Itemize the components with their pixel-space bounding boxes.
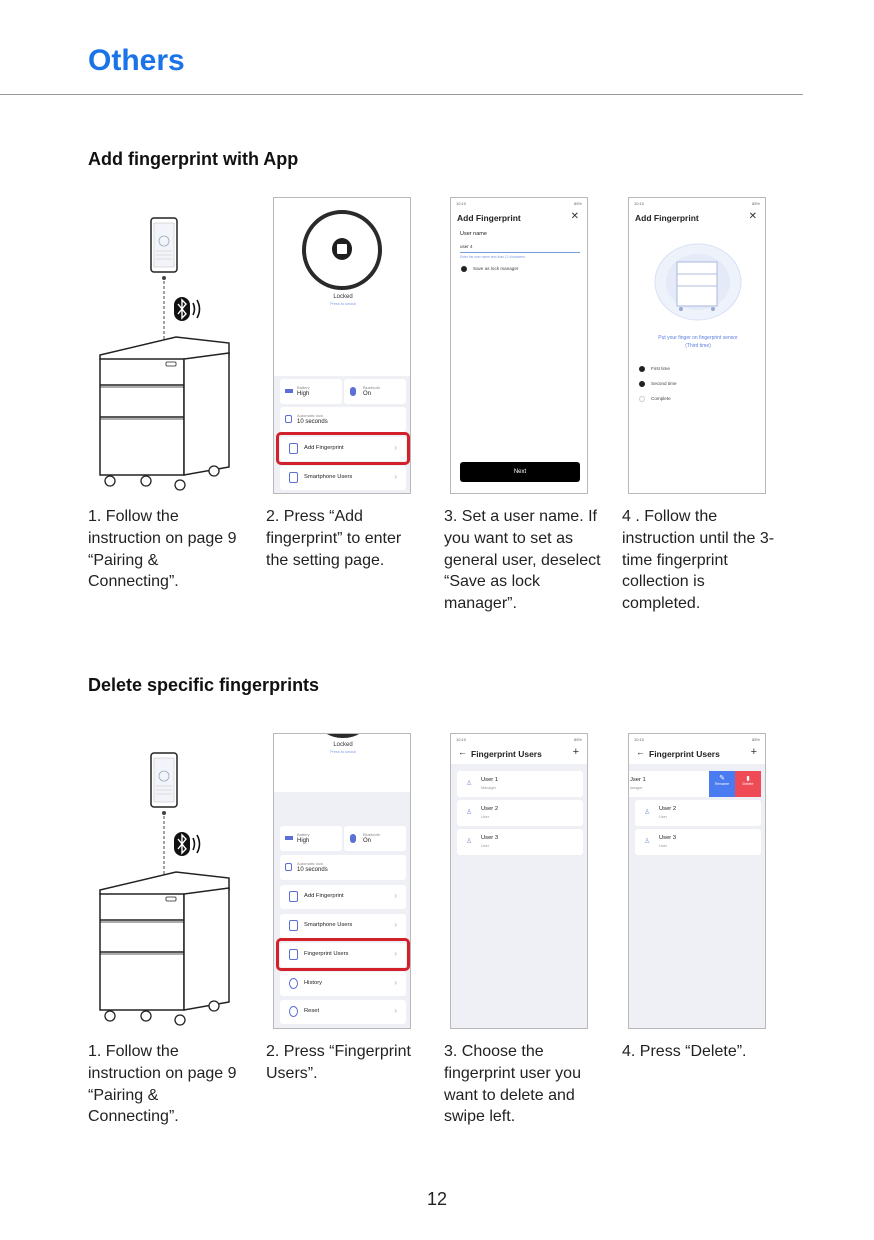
screen-title: Add Fingerprint [635, 213, 699, 223]
bluetooth-icon [174, 832, 190, 856]
plus-icon[interactable]: + [750, 746, 757, 758]
lock-status: Locked [333, 742, 353, 748]
chevron-right-icon: › [394, 472, 397, 481]
chevron-right-icon: › [394, 443, 397, 452]
close-icon[interactable]: ✕ [570, 211, 579, 222]
back-arrow-icon[interactable]: ← [458, 747, 467, 757]
bluetooth-tile: Bluetooth On [344, 379, 406, 404]
highlight-box [276, 938, 410, 971]
step-first-time: First time [639, 366, 670, 372]
user-row[interactable]: ♙ User 3 User [457, 829, 583, 855]
phone-screen-add-fingerprint-scan: 10:10 85% Add Fingerprint ✕ Put your finger on fingerprint sensor (Third time) First time Second time Complete [628, 197, 766, 494]
delete-button[interactable]: ▮ Delete [735, 771, 761, 797]
user-row[interactable]: ♙ User 3 User [635, 829, 761, 855]
battery-icon [285, 389, 293, 393]
smartphone-icon [289, 472, 298, 483]
step-caption: 1. Follow the instruction on page 9 “Pairing & Connecting”. [88, 508, 237, 591]
step-caption: 4. Press “Delete”. [622, 1043, 747, 1060]
phone-screen-home [273, 197, 411, 494]
user-icon: ♙ [644, 838, 651, 845]
bluetooth-icon [174, 297, 190, 321]
timer-icon [285, 415, 292, 423]
bluetooth-tile: Bluetooth On [344, 826, 406, 851]
cabinet-phone-illustration [96, 750, 236, 1028]
empty-circle-icon [639, 396, 645, 402]
menu-history[interactable]: History › [280, 972, 406, 996]
chevron-right-icon: › [394, 891, 397, 900]
press-to-unlock: Press to unlock [330, 302, 356, 306]
screen-title: Fingerprint Users [471, 749, 542, 759]
menu-smartphone-users[interactable]: Smartphone Users › [280, 466, 406, 490]
phone-screen-fingerprint-users: 10:10 85% ← Fingerprint Users + ♙ User 1 Manager ♙ User 2 User ♙ User 3 User [450, 733, 588, 1029]
chevron-right-icon: › [394, 949, 397, 958]
page-number: 12 [426, 1189, 448, 1209]
user-icon: ♙ [644, 809, 651, 816]
phone-screen-home-scrolled [273, 733, 411, 1029]
screen-title: Fingerprint Users [649, 749, 720, 759]
screen-title: Add Fingerprint [457, 213, 521, 223]
cabinet-phone-illustration [96, 215, 236, 493]
autolock-tile[interactable]: Automatic lock 10 seconds [280, 407, 406, 432]
step-caption: 3. Choose the fingerprint user you want to delete and swipe left. [444, 1043, 581, 1126]
save-as-manager-checkbox[interactable]: Save as lock manager [461, 266, 518, 272]
step-caption: 1. Follow the instruction on page 9 “Pairing & Connecting”. [88, 1043, 237, 1126]
user-row[interactable]: ♙ User 2 User [457, 800, 583, 826]
checkmark-icon [461, 266, 467, 272]
check-circle-icon [639, 366, 645, 372]
menu-add-fingerprint[interactable]: Add Fingerprint › [280, 437, 406, 461]
phone-screen-add-fingerprint-name: 10:10 85% Add Fingerprint ✕ User name user 4 Enter the user name less than 12 characters Save as lock manager Next [450, 197, 588, 494]
chevron-right-icon: › [394, 978, 397, 987]
step-caption: 2. Press “Add fingerprint” to enter the setting page. [266, 508, 402, 569]
lock-status: Locked [333, 294, 353, 300]
check-circle-icon [639, 381, 645, 387]
gear-icon [289, 1006, 298, 1017]
battery-tile: Battery High [280, 826, 342, 851]
phone-screen-fingerprint-users-swiped: 10:10 85% ← Fingerprint Users + Jser 1 lanager ✎ Rename ▮ Delete ♙ User 2 User ♙ User 3 User [628, 733, 766, 1029]
smartphone-icon [289, 920, 298, 931]
close-icon[interactable]: ✕ [748, 211, 757, 222]
title-divider [0, 94, 803, 95]
chevron-right-icon: › [394, 920, 397, 929]
menu-fingerprint-users[interactable]: Fingerprint Users › [280, 943, 406, 967]
third-time-label: (Third time) [685, 343, 711, 349]
rename-button[interactable]: ✎ Rename [709, 771, 735, 797]
menu-add-fingerprint[interactable]: Add Fingerprint › [280, 885, 406, 909]
battery-tile: Battery High [280, 379, 342, 404]
section-heading-add-fingerprint: Add fingerprint with App [88, 149, 299, 169]
section-heading-delete-fingerprints: Delete specific fingerprints [88, 675, 320, 695]
user-row[interactable]: ♙ User 2 User [635, 800, 761, 826]
bluetooth-icon [350, 387, 356, 396]
user-name-hint: Enter the user name less than 12 characters [460, 255, 525, 259]
menu-smartphone-users[interactable]: Smartphone Users › [280, 914, 406, 938]
lock-icon [332, 238, 352, 260]
highlight-box [276, 432, 410, 465]
back-arrow-icon[interactable]: ← [636, 747, 645, 757]
bluetooth-icon [350, 834, 356, 843]
sound-wave-icon [193, 835, 200, 853]
lock-button[interactable] [302, 210, 382, 290]
history-icon [289, 978, 298, 989]
chevron-right-icon: › [394, 1006, 397, 1015]
user-name-input[interactable]: user 4 [460, 244, 580, 253]
user-row[interactable]: ♙ User 1 Manager [457, 771, 583, 797]
plus-icon[interactable]: + [572, 746, 579, 758]
timer-icon [285, 863, 292, 871]
user-name-label: User name [460, 231, 487, 237]
step-caption: 4 . Follow the instruction until the 3-time fingerprint collection is completed. [622, 508, 775, 613]
cabinet-scan-illustration [653, 242, 743, 322]
step-second-time: Second time [639, 381, 677, 387]
battery-icon [285, 836, 293, 840]
edit-icon: ✎ [719, 775, 725, 782]
step-caption: 3. Set a user name. If you want to set as general user, deselect “Save as lock manager”. [444, 508, 601, 613]
sound-wave-icon [193, 300, 200, 318]
swiped-user-row[interactable]: Jser 1 lanager [629, 771, 709, 797]
user-icon: ♙ [466, 780, 473, 787]
fingerprint-icon [289, 891, 298, 902]
menu-reset[interactable]: Reset › [280, 1000, 406, 1024]
sensor-prompt: Put your finger on fingerprint sensor [658, 335, 738, 341]
user-icon: ♙ [466, 838, 473, 845]
page-title: Others [88, 44, 185, 77]
next-button[interactable]: Next [460, 462, 580, 482]
trash-icon: ▮ [746, 776, 750, 782]
user-icon: ♙ [466, 809, 473, 816]
step-complete: Complete [639, 396, 671, 402]
step-caption: 2. Press “Fingerprint Users”. [266, 1043, 411, 1082]
press-to-unlock: Press to unlock [330, 750, 356, 754]
autolock-tile[interactable]: Automatic lock 10 seconds [280, 855, 406, 880]
